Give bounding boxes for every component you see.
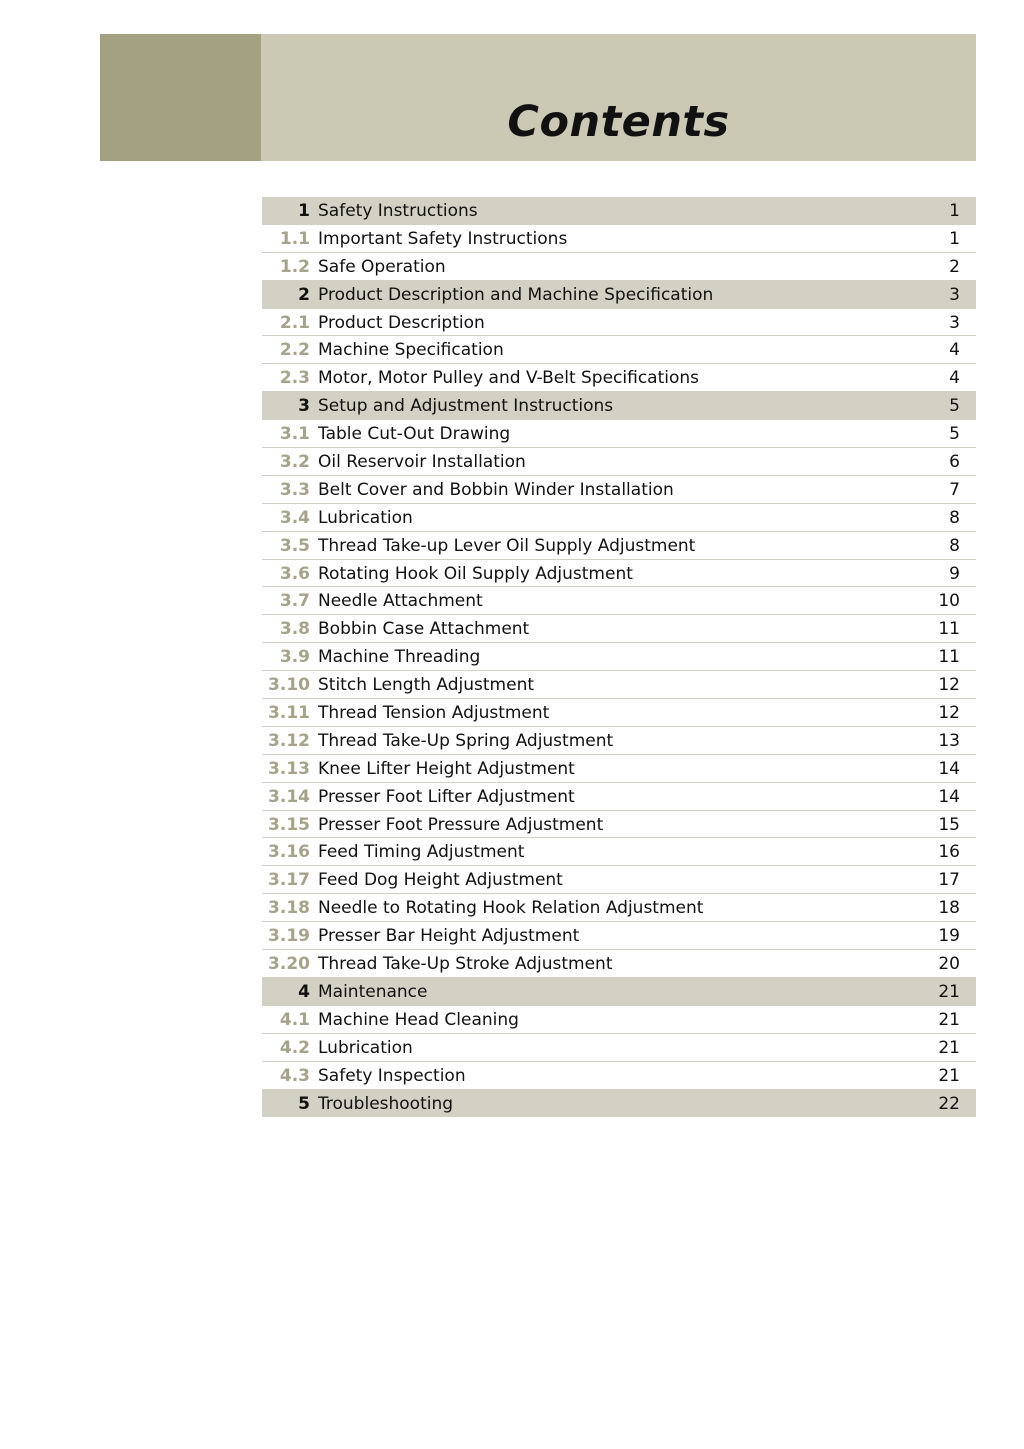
toc-entry-title: Lubrication bbox=[318, 507, 413, 528]
toc-section-row[interactable] bbox=[262, 532, 976, 560]
toc-entry-title: Thread Take-up Lever Oil Supply Adjustment bbox=[318, 535, 696, 556]
toc-entry-number: 3.1 bbox=[279, 424, 310, 445]
toc-entry-number: 4 bbox=[298, 981, 310, 1002]
toc-entry-page-number: 8 bbox=[949, 507, 960, 528]
toc-entry-number: 3.16 bbox=[268, 842, 310, 863]
toc-entry-title: Safe Operation bbox=[318, 256, 446, 277]
toc-entry-number: 2.1 bbox=[279, 312, 310, 333]
toc-entry-page-number: 7 bbox=[949, 479, 960, 500]
toc-section-row[interactable] bbox=[262, 811, 976, 839]
toc-entry-number: 3.5 bbox=[279, 535, 310, 556]
toc-entry-number: 4.2 bbox=[279, 1037, 310, 1058]
toc-entry-title: Important Safety Instructions bbox=[318, 228, 568, 249]
toc-entry-number: 3.19 bbox=[268, 926, 310, 947]
toc-entry-page-number: 9 bbox=[949, 563, 960, 584]
toc-entry-title: Stitch Length Adjustment bbox=[318, 675, 535, 696]
toc-entry-number: 3.9 bbox=[279, 647, 310, 668]
toc-entry-page-number: 21 bbox=[938, 1065, 960, 1086]
toc-entry-title: Product Description bbox=[318, 312, 485, 333]
toc-entry-title: Belt Cover and Bobbin Winder Installation bbox=[318, 479, 674, 500]
toc-section-row[interactable] bbox=[262, 364, 976, 392]
toc-entry-number: 3.15 bbox=[268, 814, 310, 835]
toc-entry-title: Motor, Motor Pulley and V-Belt Specifications bbox=[318, 368, 700, 389]
toc-entry-page-number: 19 bbox=[938, 926, 960, 947]
toc-entry-title: Safety Inspection bbox=[318, 1065, 466, 1086]
toc-entry-title: Needle Attachment bbox=[318, 591, 483, 612]
toc-entry-number: 4.3 bbox=[279, 1065, 310, 1086]
toc-section-row[interactable] bbox=[262, 309, 976, 337]
toc-entry-page-number: 15 bbox=[938, 814, 960, 835]
toc-entry-title: Knee Lifter Height Adjustment bbox=[318, 758, 575, 779]
toc-section-row[interactable] bbox=[262, 866, 976, 894]
toc-entry-title: Bobbin Case Attachment bbox=[318, 619, 530, 640]
toc-section-row[interactable] bbox=[262, 783, 976, 811]
toc-entry-page-number: 11 bbox=[938, 619, 960, 640]
toc-entry-page-number: 21 bbox=[938, 1037, 960, 1058]
toc-entry-number: 3.6 bbox=[279, 563, 310, 584]
toc-section-row[interactable] bbox=[262, 643, 976, 671]
toc-entry-number: 3.7 bbox=[279, 591, 310, 612]
page-title: Contents bbox=[507, 97, 730, 147]
toc-entry-number: 5 bbox=[298, 1093, 310, 1114]
toc-section-row[interactable] bbox=[262, 420, 976, 448]
toc-entry-page-number: 5 bbox=[949, 396, 960, 417]
toc-entry-page-number: 13 bbox=[938, 730, 960, 751]
toc-section-row[interactable] bbox=[262, 699, 976, 727]
toc-entry-page-number: 3 bbox=[949, 284, 960, 305]
toc-entry-title: Thread Tension Adjustment bbox=[318, 703, 550, 724]
header-accent-block bbox=[100, 34, 261, 161]
toc-entry-number: 1.2 bbox=[279, 256, 310, 277]
toc-entry-page-number: 3 bbox=[949, 312, 960, 333]
toc-entry-number: 4.1 bbox=[279, 1009, 310, 1030]
toc-entry-title: Lubrication bbox=[318, 1037, 413, 1058]
toc-chapter-row[interactable] bbox=[262, 281, 976, 309]
toc-entry-title: Oil Reservoir Installation bbox=[318, 452, 526, 473]
toc-entry-title: Feed Timing Adjustment bbox=[318, 842, 525, 863]
toc-entry-page-number: 14 bbox=[938, 786, 960, 807]
toc-section-row[interactable] bbox=[262, 1006, 976, 1034]
toc-entry-page-number: 20 bbox=[938, 954, 960, 975]
toc-entry-page-number: 12 bbox=[938, 703, 960, 724]
toc-entry-title: Machine Head Cleaning bbox=[318, 1009, 519, 1030]
toc-entry-page-number: 11 bbox=[938, 647, 960, 668]
toc-entry-page-number: 16 bbox=[938, 842, 960, 863]
toc-section-row[interactable] bbox=[262, 253, 976, 281]
toc-section-row[interactable] bbox=[262, 950, 976, 978]
toc-entry-title: Troubleshooting bbox=[318, 1093, 454, 1114]
toc-entry-number: 3.13 bbox=[268, 758, 310, 779]
toc-entry-number: 2.3 bbox=[279, 368, 310, 389]
toc-entry-page-number: 10 bbox=[938, 591, 960, 612]
toc-section-row[interactable] bbox=[262, 1062, 976, 1090]
toc-entry-title: Table Cut-Out Drawing bbox=[318, 424, 511, 445]
toc-entry-page-number: 21 bbox=[938, 1009, 960, 1030]
toc-section-row[interactable] bbox=[262, 504, 976, 532]
toc-entry-number: 3.4 bbox=[279, 507, 310, 528]
toc-entry-number: 2.2 bbox=[279, 340, 310, 361]
table-of-contents bbox=[262, 197, 976, 1117]
toc-chapter-row[interactable] bbox=[262, 392, 976, 420]
toc-section-row[interactable] bbox=[262, 225, 976, 253]
toc-chapter-row[interactable] bbox=[262, 978, 976, 1006]
toc-section-row[interactable] bbox=[262, 476, 976, 504]
toc-entry-title: Maintenance bbox=[318, 981, 428, 1002]
toc-chapter-row[interactable] bbox=[262, 197, 976, 225]
toc-entry-number: 3.10 bbox=[268, 675, 310, 696]
toc-entry-title: Thread Take-Up Stroke Adjustment bbox=[318, 954, 613, 975]
toc-entry-page-number: 5 bbox=[949, 424, 960, 445]
toc-entry-number: 2 bbox=[298, 284, 310, 305]
toc-entry-title: Presser Bar Height Adjustment bbox=[318, 926, 580, 947]
toc-entry-page-number: 6 bbox=[949, 452, 960, 473]
toc-entry-title: Machine Threading bbox=[318, 647, 481, 668]
toc-entry-title: Thread Take-Up Spring Adjustment bbox=[318, 730, 614, 751]
toc-entry-number: 3.3 bbox=[279, 479, 310, 500]
toc-entry-page-number: 21 bbox=[938, 981, 960, 1002]
toc-entry-number: 1.1 bbox=[279, 228, 310, 249]
toc-entry-page-number: 22 bbox=[938, 1093, 960, 1114]
toc-entry-title: Safety Instructions bbox=[318, 201, 478, 221]
toc-section-row[interactable] bbox=[262, 615, 976, 643]
toc-entry-title: Machine Specification bbox=[318, 340, 504, 361]
toc-entry-number: 3.8 bbox=[279, 619, 310, 640]
toc-section-row[interactable] bbox=[262, 922, 976, 950]
toc-section-row[interactable] bbox=[262, 894, 976, 922]
toc-entry-page-number: 1 bbox=[949, 228, 960, 249]
toc-entry-page-number: 2 bbox=[949, 256, 960, 277]
toc-section-row[interactable] bbox=[262, 1034, 976, 1062]
toc-entry-number: 3.20 bbox=[268, 954, 310, 975]
toc-entry-number: 3.12 bbox=[268, 730, 310, 751]
toc-chapter-row[interactable] bbox=[262, 1090, 976, 1118]
toc-section-row[interactable] bbox=[262, 560, 976, 588]
toc-entry-title: Presser Foot Lifter Adjustment bbox=[318, 786, 575, 807]
toc-section-row[interactable] bbox=[262, 587, 976, 615]
toc-entry-number: 3.17 bbox=[268, 870, 310, 891]
toc-entry-number: 3.14 bbox=[268, 786, 310, 807]
toc-entry-title: Setup and Adjustment Instructions bbox=[318, 396, 614, 417]
toc-entry-number: 3.18 bbox=[268, 898, 310, 919]
toc-entry-page-number: 8 bbox=[949, 535, 960, 556]
toc-section-row[interactable] bbox=[262, 727, 976, 755]
toc-entry-number: 3.2 bbox=[279, 452, 310, 473]
toc-entry-number: 3.11 bbox=[268, 703, 310, 724]
toc-entry-title: Feed Dog Height Adjustment bbox=[318, 870, 563, 891]
toc-entry-number: 1 bbox=[298, 201, 310, 221]
toc-entry-page-number: 4 bbox=[949, 340, 960, 361]
toc-entry-page-number: 12 bbox=[938, 675, 960, 696]
toc-entry-title: Presser Foot Pressure Adjustment bbox=[318, 814, 604, 835]
toc-entry-title: Rotating Hook Oil Supply Adjustment bbox=[318, 563, 633, 584]
toc-section-row[interactable] bbox=[262, 838, 976, 866]
toc-entry-page-number: 4 bbox=[949, 368, 960, 389]
toc-entry-page-number: 17 bbox=[938, 870, 960, 891]
toc-section-row[interactable] bbox=[262, 448, 976, 476]
toc-entry-title: Needle to Rotating Hook Relation Adjustment bbox=[318, 898, 704, 919]
toc-entry-title: Product Description and Machine Specification bbox=[318, 284, 714, 305]
toc-section-row[interactable] bbox=[262, 671, 976, 699]
toc-section-row[interactable] bbox=[262, 336, 976, 364]
toc-entry-page-number: 18 bbox=[938, 898, 960, 919]
toc-entry-page-number: 1 bbox=[949, 201, 960, 221]
toc-entry-page-number: 14 bbox=[938, 758, 960, 779]
toc-entry-number: 3 bbox=[298, 396, 310, 417]
toc-section-row[interactable] bbox=[262, 755, 976, 783]
